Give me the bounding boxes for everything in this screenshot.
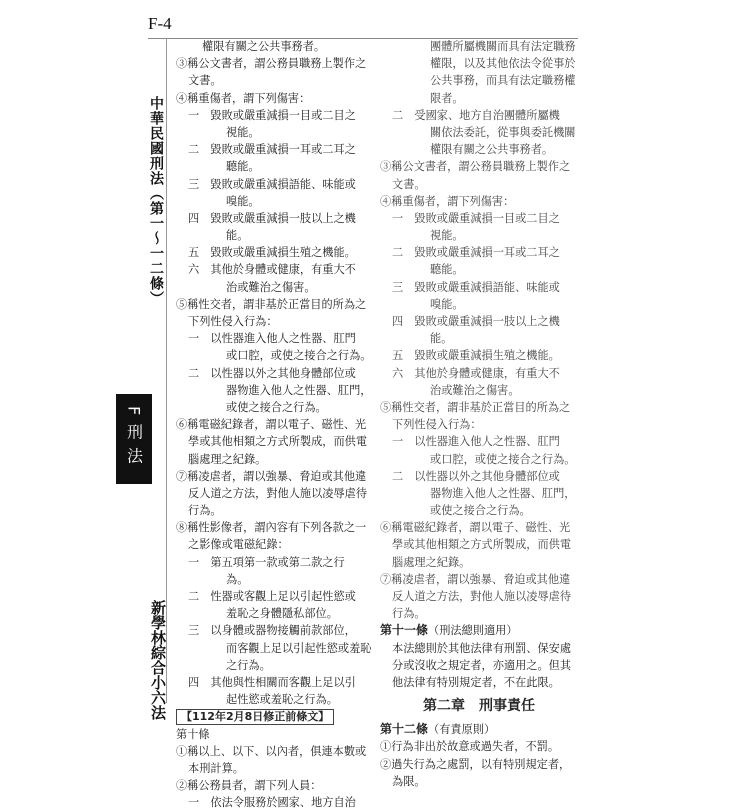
text-line: ⑦稱凌虐者，謂以強暴、脅迫或其他違 — [380, 571, 578, 588]
text-line: 下列性侵入行為： — [176, 313, 376, 330]
text-line: ⑥稱電磁紀錄者，謂以電子、磁性、光 — [380, 519, 578, 536]
text-line: 聽能。 — [380, 261, 578, 278]
text-line: 五 毀敗或嚴重減損生殖之機能。 — [176, 244, 376, 261]
text-line: 三 毀敗或嚴重減損語能、味能或 — [176, 176, 376, 193]
text-line: 五 毀敗或嚴重減損生殖之機能。 — [380, 347, 578, 364]
text-line: 嗅能。 — [176, 193, 376, 210]
text-line: 羞恥之身體隱私部位。 — [176, 605, 376, 622]
chapter-heading: 第二章 刑事責任 — [380, 691, 578, 721]
text-line: ⑤稱性交者，謂非基於正當目的所為之 — [380, 399, 578, 416]
text-line: 或使之接合之行為。 — [176, 399, 376, 416]
text-line: 六 其他於身體或健康，有重大不 — [176, 261, 376, 278]
text-line: 視能。 — [176, 124, 376, 141]
text-line: 學或其他相類之方式所製成，而供電 — [380, 536, 578, 553]
text-line: ④稱重傷者，謂下列傷害： — [176, 90, 376, 107]
text-line: 第十條 — [176, 726, 376, 743]
text-line: 治或難治之傷害。 — [176, 279, 376, 296]
text-line: 腦處理之紀錄。 — [380, 554, 578, 571]
text-line: 反人道之方法，對他人施以凌辱虐待 — [176, 485, 376, 502]
text-line: 器物進入他人之性器、肛門， — [380, 485, 578, 502]
text-line: 或使之接合之行為。 — [380, 502, 578, 519]
text-line: 聽能。 — [176, 158, 376, 175]
amendment-box: 【112年2月8日修正前條文】 — [176, 709, 334, 725]
text-line: 三 以身體或器物接觸前款部位， — [176, 622, 376, 639]
spine-title: 中華民國刑法（第一～一二條） — [148, 96, 166, 306]
text-line: ①稱以上、以下、以內者，俱連本數或 — [176, 743, 376, 760]
text-line: 之影像或電磁紀錄： — [176, 536, 376, 553]
text-line: ⑥稱電磁紀錄者，謂以電子、磁性、光 — [176, 416, 376, 433]
amendment-box-row — [176, 708, 376, 725]
text-line: 一 毀敗或嚴重減損一目或二目之 — [176, 107, 376, 124]
right-text-block — [380, 38, 578, 622]
text-line: 二 毀敗或嚴重減損一耳或二耳之 — [176, 141, 376, 158]
text-line: 治或難治之傷害。 — [380, 382, 578, 399]
left-text-block — [176, 38, 376, 708]
section-tab[interactable]: F刑法 — [116, 394, 152, 484]
right-column — [380, 38, 578, 790]
text-line: 六 其他於身體或健康，有重大不 — [380, 365, 578, 382]
text-line: 能。 — [176, 227, 376, 244]
text-line: 一 依法令服務於國家、地方自治 — [176, 794, 376, 811]
text-line: 一 以性器進入他人之性器、肛門 — [176, 330, 376, 347]
text-line: 二 以性器以外之其他身體部位或 — [380, 468, 578, 485]
text-line: 或口腔，或使之接合之行為。 — [176, 347, 376, 364]
article-12-title: 第十二條 — [380, 722, 428, 736]
text-line: 為限。 — [380, 773, 578, 790]
text-line: 視能。 — [380, 227, 578, 244]
page-code: F-4 — [148, 14, 172, 34]
text-line: ②過失行為之處罰，以有特別規定者， — [380, 756, 578, 773]
text-line: 一 第五項第一款或第二款之行 — [176, 554, 376, 571]
text-line: 本刑計算。 — [176, 760, 376, 777]
text-line: 一 毀敗或嚴重減損一目或二目之 — [380, 210, 578, 227]
text-line: 權限有關之公共事務者。 — [176, 38, 376, 55]
text-line: 權限，以及其他依法令從事於 — [380, 55, 578, 72]
text-line: 學或其他相類之方式所製成，而供電 — [176, 433, 376, 450]
text-line: 一 以性器進入他人之性器、肛門 — [380, 433, 578, 450]
article-11-text — [380, 640, 578, 692]
text-line: 文書。 — [176, 72, 376, 89]
article-12-text — [380, 738, 578, 790]
article-12-note: （有責原則） — [428, 723, 495, 736]
text-line: ③稱公文書者，謂公務員職務上製作之 — [176, 55, 376, 72]
text-line: 關依法委託，從事與委託機關 — [380, 124, 578, 141]
text-line: 腦處理之紀錄。 — [176, 451, 376, 468]
text-line: 能。 — [380, 330, 578, 347]
text-line: 限者。 — [380, 90, 578, 107]
text-line: 下列性侵入行為： — [380, 416, 578, 433]
text-line: 行為。 — [380, 605, 578, 622]
text-line: 三 毀敗或嚴重減損語能、味能或 — [380, 279, 578, 296]
text-line: ②稱公務員者，謂下列人員： — [176, 777, 376, 794]
text-line: ⑧稱性影像者，謂內容有下列各款之一 — [176, 519, 376, 536]
text-line: 二 受國家、地方自治團體所屬機 — [380, 107, 578, 124]
text-line: ①行為非出於故意或過失者，不罰。 — [380, 738, 578, 755]
text-line: 文書。 — [380, 176, 578, 193]
text-line: 或口腔，或使之接合之行為。 — [380, 451, 578, 468]
text-line: ⑤稱性交者，謂非基於正當目的所為之 — [176, 296, 376, 313]
left-column — [176, 38, 376, 811]
text-line: 反人道之方法，對他人施以凌辱虐待 — [380, 588, 578, 605]
text-line: 之行為。 — [176, 657, 376, 674]
text-line: 四 毀敗或嚴重減損一肢以上之機 — [176, 210, 376, 227]
article-12-heading — [380, 721, 578, 738]
text-line: 本法總則於其他法律有刑罰、保安處 — [380, 640, 578, 657]
article-11-heading — [380, 622, 578, 639]
text-line: 器物進入他人之性器、肛門， — [176, 382, 376, 399]
text-line: 二 毀敗或嚴重減損一耳或二耳之 — [380, 244, 578, 261]
article-11-title: 第十一條 — [380, 623, 428, 637]
text-line: ③稱公文書者，謂公務員職務上製作之 — [380, 158, 578, 175]
article-10-old-text — [176, 726, 376, 811]
text-line: 團體所屬機關而具有法定職務 — [380, 38, 578, 55]
book-title: 新學林綜合小六法 — [148, 600, 169, 720]
text-line: 嗅能。 — [380, 296, 578, 313]
text-line: ⑦稱凌虐者，謂以強暴、脅迫或其他違 — [176, 468, 376, 485]
text-line: 他法律有特別規定者，不在此限。 — [380, 674, 578, 691]
text-line: 四 毀敗或嚴重減損一肢以上之機 — [380, 313, 578, 330]
text-line: 分或沒收之規定者，亦適用之。但其 — [380, 657, 578, 674]
text-line: 為。 — [176, 571, 376, 588]
text-line: 起性慾或羞恥之行為。 — [176, 691, 376, 708]
text-line: 行為。 — [176, 502, 376, 519]
text-line: 四 其他與性相關而客觀上足以引 — [176, 674, 376, 691]
text-line: 二 性器或客觀上足以引起性慾或 — [176, 588, 376, 605]
text-line: 二 以性器以外之其他身體部位或 — [176, 365, 376, 382]
text-line: 而客觀上足以引起性慾或羞恥 — [176, 640, 376, 657]
text-line: 權限有關之公共事務者。 — [380, 141, 578, 158]
article-11-note: （刑法總則適用） — [428, 624, 518, 637]
text-line: 公共事務，而具有法定職務權 — [380, 72, 578, 89]
text-line: ④稱重傷者，謂下列傷害： — [380, 193, 578, 210]
